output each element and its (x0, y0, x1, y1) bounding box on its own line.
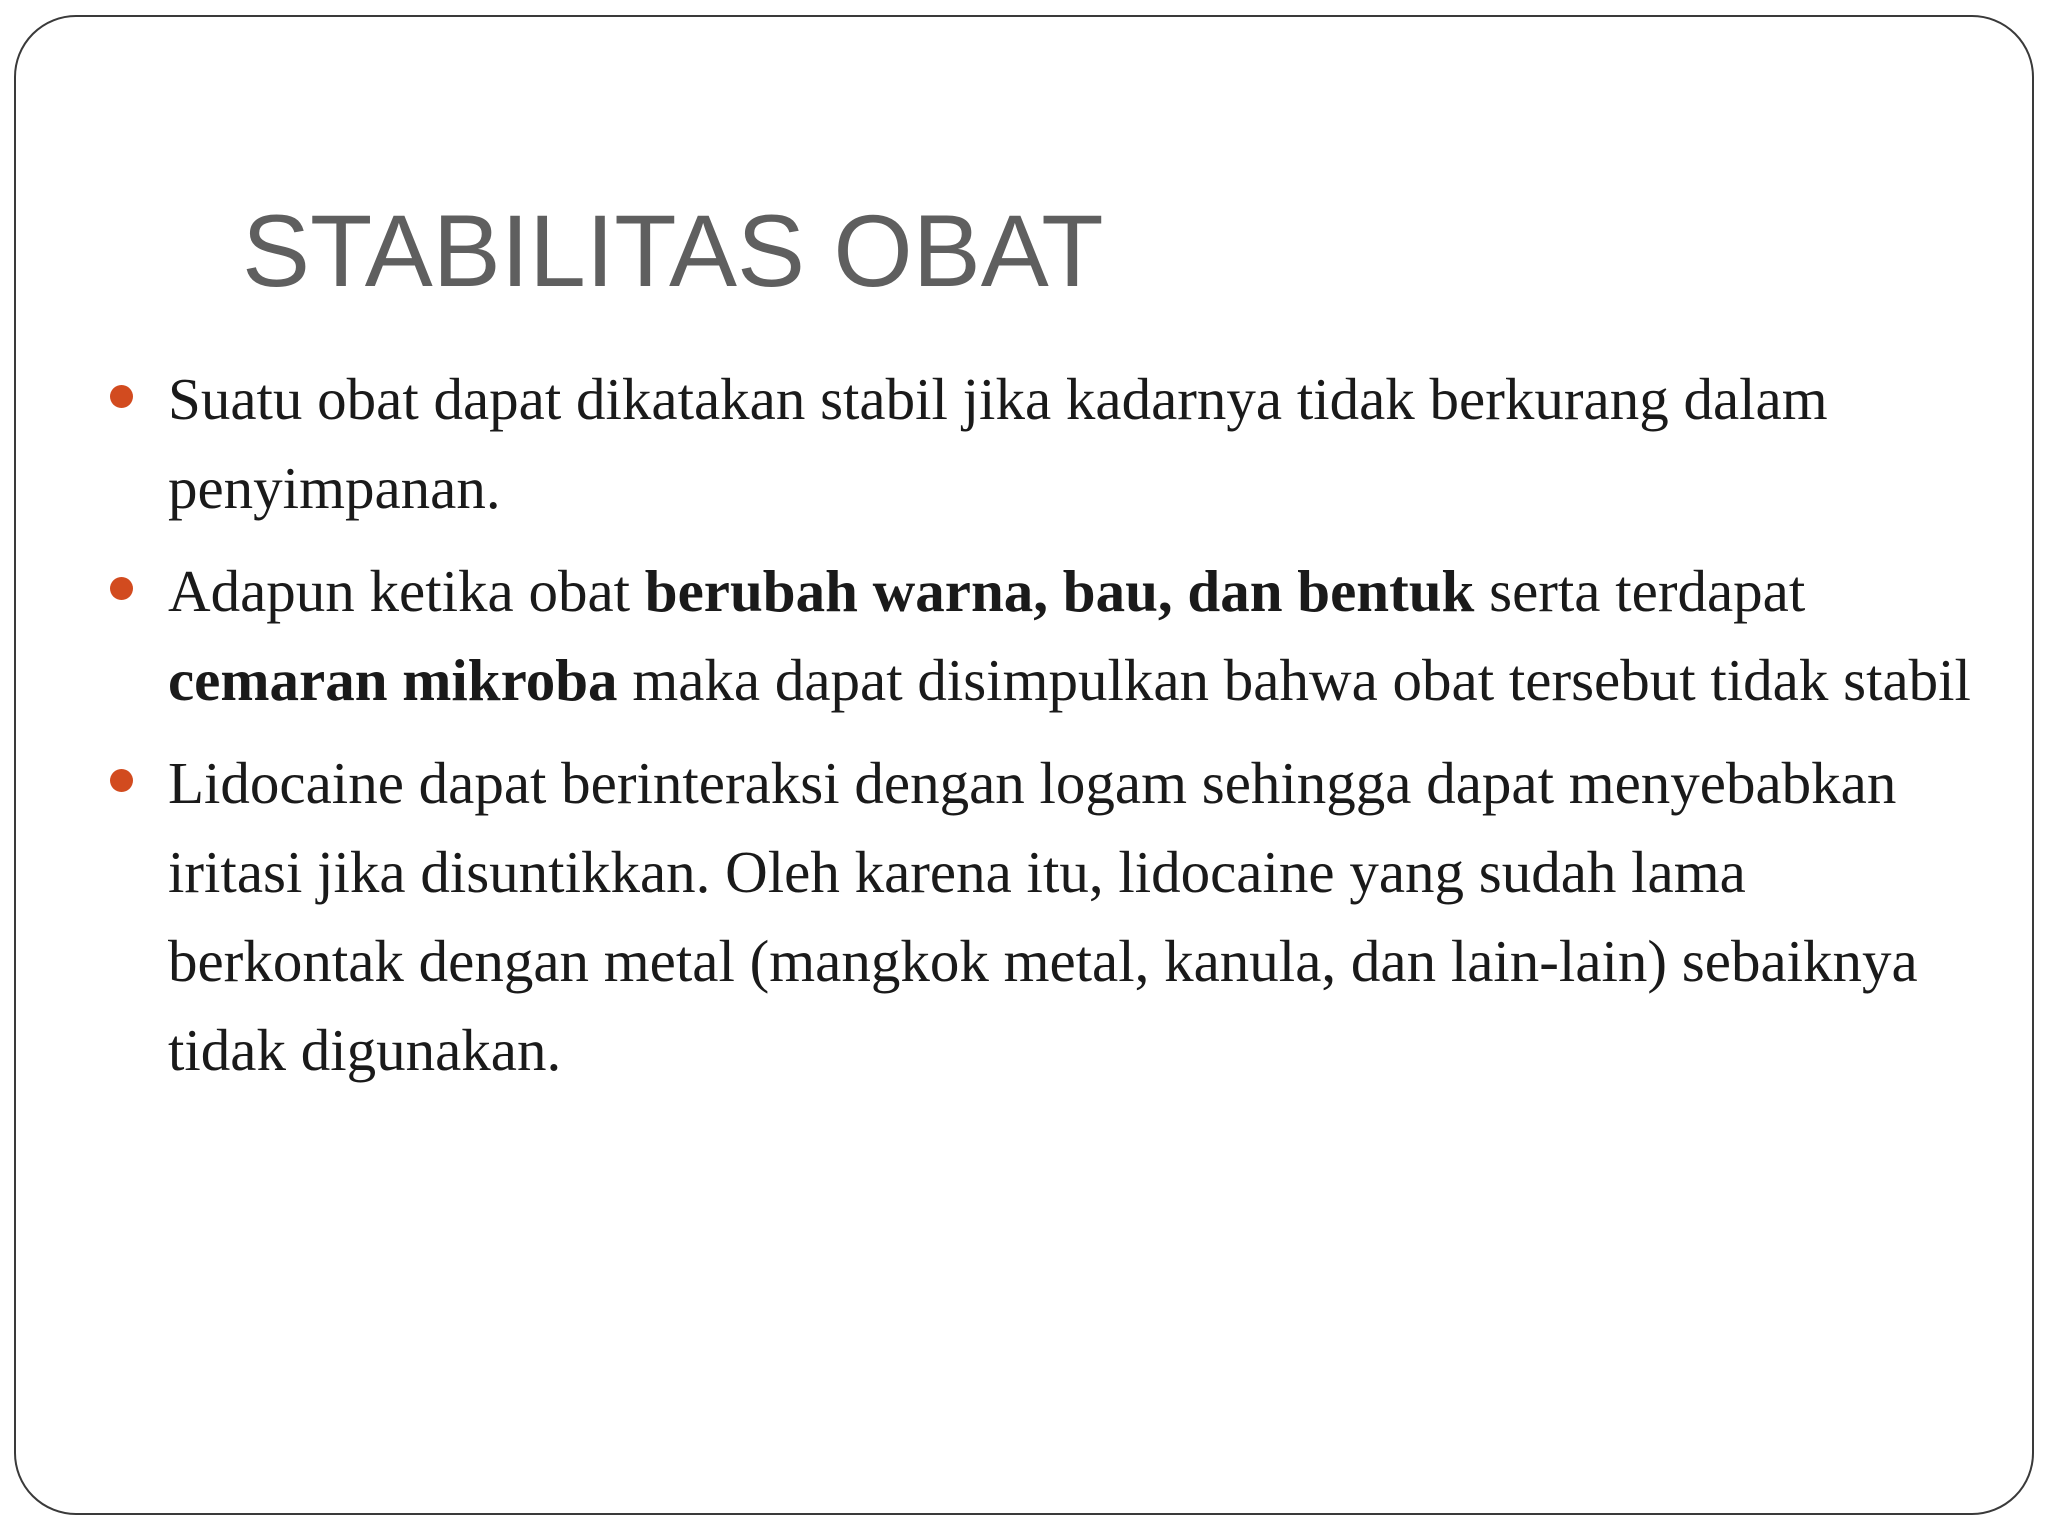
bullet-text-segment: Lidocaine dapat berinteraksi dengan logam sehingga dapat menyebabkan iritasi jika disuntikkan. Oleh karena itu, lidocaine yang sudah lama berkontak dengan metal (mangkok metal, kanula, dan lain-lain) sebaiknya tidak digunakan. (168, 750, 1918, 1083)
bullet-icon (110, 769, 133, 792)
bullet-text-segment: Suatu obat dapat dikatakan stabil jika kadarnya tidak berkurang dalam penyimpanan. (168, 366, 1828, 521)
bullet-text (168, 750, 1918, 1083)
bullet-text-segment: Adapun ketika obat (168, 558, 645, 624)
bullet-icon (110, 385, 133, 408)
bullet-icon (110, 577, 133, 600)
bullet-item (108, 739, 1988, 1095)
bullet-text (168, 366, 1828, 521)
bold-phrase: berubah warna, bau, dan bentuk (644, 558, 1475, 624)
bullet-text (168, 558, 1971, 713)
slide-title: STABILITAS OBAT (242, 194, 1104, 308)
bullet-text-segment: serta terdapat (1474, 558, 1806, 624)
bullet-item (108, 355, 1988, 533)
bold-phrase: cemaran mikroba (168, 647, 618, 713)
bullet-text-segment: maka dapat disimpulkan bahwa obat tersebut tidak stabil (617, 647, 1971, 713)
bullet-list (108, 355, 1988, 1109)
bullet-item (108, 547, 1988, 725)
slide-frame (14, 15, 2034, 1515)
